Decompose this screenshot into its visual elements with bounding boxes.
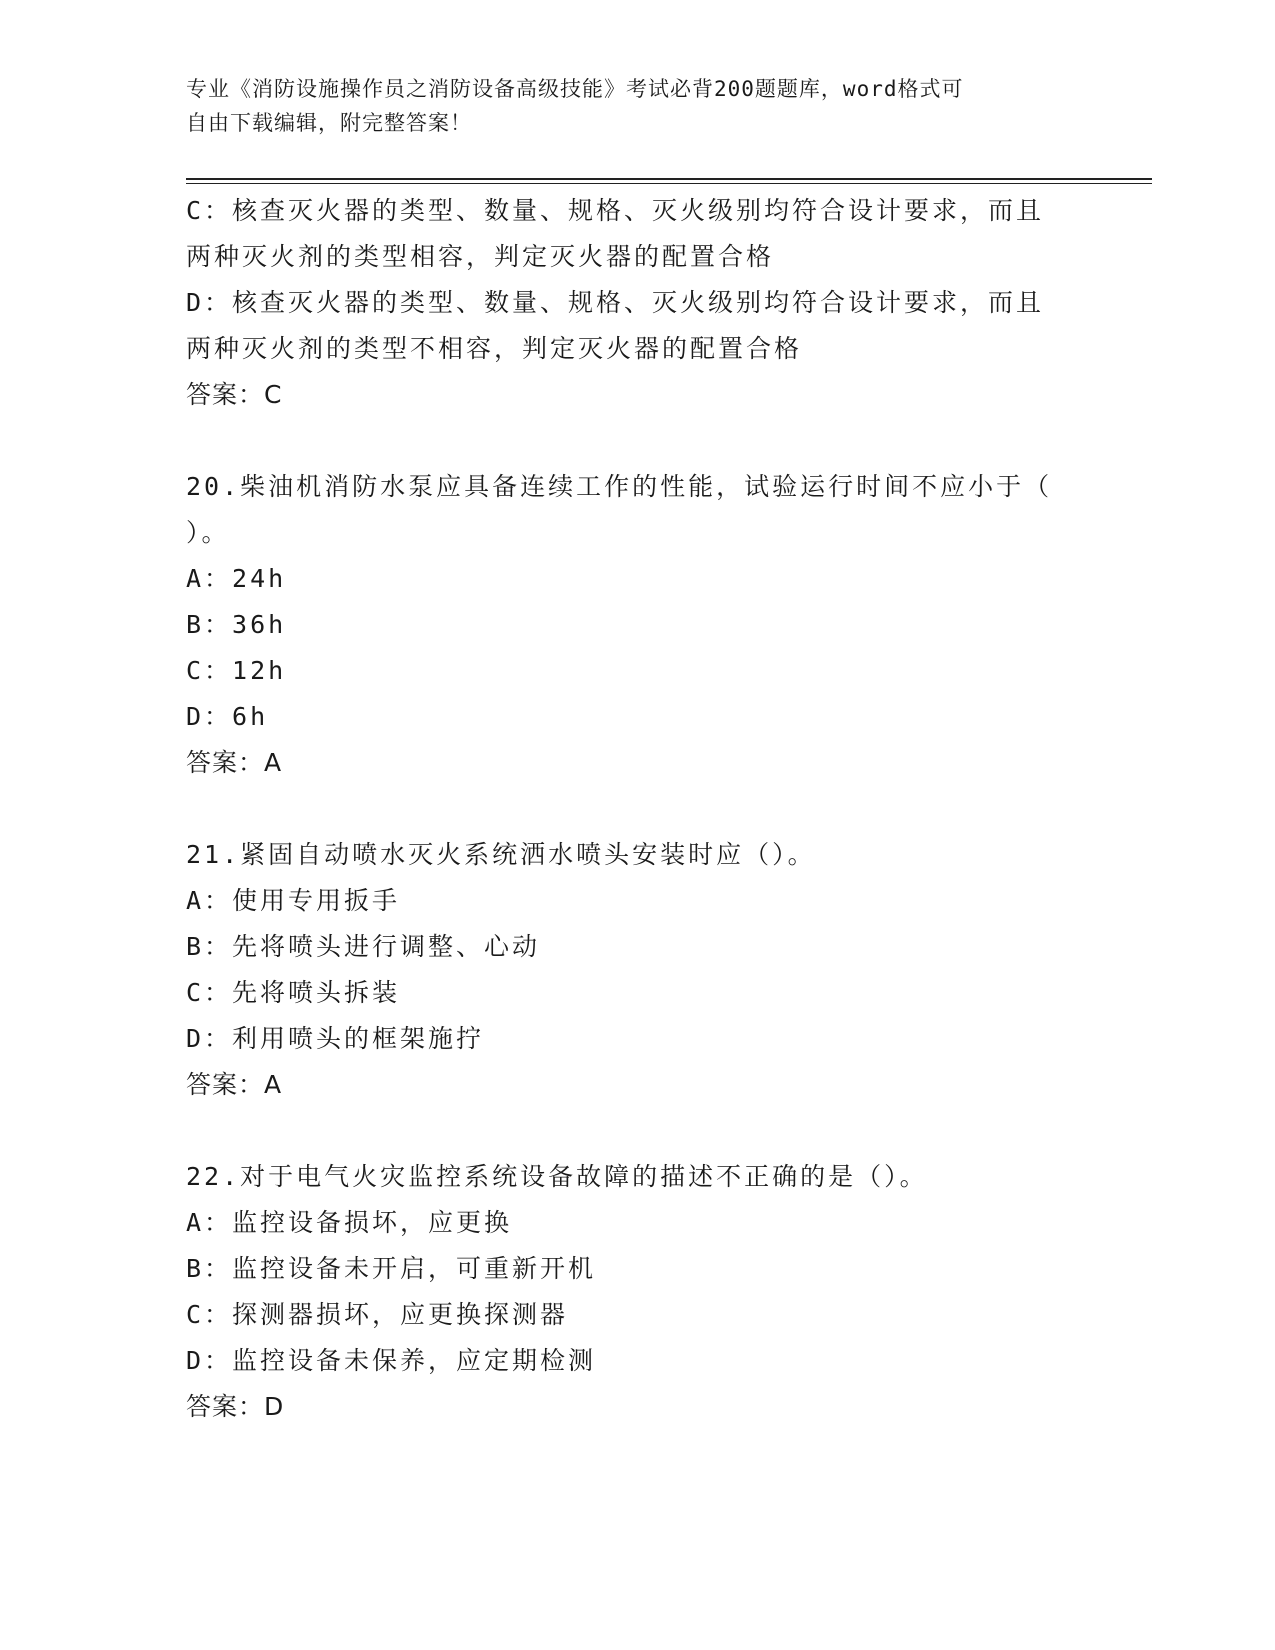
- answer-19: 答案：C: [186, 380, 283, 409]
- spacer: [186, 786, 1086, 832]
- option-b: B：监控设备未开启，可重新开机: [186, 1254, 597, 1283]
- option-d-line-2: 两种灭火剂的类型不相容，判定灭火器的配置合格: [186, 334, 803, 363]
- spacer: [186, 418, 1086, 464]
- question-20: [186, 464, 1086, 786]
- option-c-line-2: 两种灭火剂的类型相容，判定灭火器的配置合格: [186, 242, 775, 271]
- question-20-stem-line-1: 20.柴油机消防水泵应具备连续工作的性能，试验运行时间不应小于（: [186, 472, 1053, 501]
- option-d: D：6h: [186, 702, 269, 731]
- option-d-line-1: D：核查灭火器的类型、数量、规格、灭火级别均符合设计要求，而且: [186, 288, 1045, 317]
- question-content: [186, 188, 1086, 1430]
- option-b: B：36h: [186, 610, 287, 639]
- question-22: [186, 1154, 1086, 1430]
- header-line-1: 专业《消防设施操作员之消防设备高级技能》考试必背200题题库，word格式可: [186, 77, 964, 101]
- option-c: C：探测器损坏，应更换探测器: [186, 1300, 569, 1329]
- answer-21: 答案：A: [186, 1070, 283, 1099]
- question-20-stem-line-2: ）。: [186, 518, 230, 547]
- question-22-stem: 22.对于电气火灾监控系统设备故障的描述不正确的是（）。: [186, 1162, 928, 1191]
- option-a: A：使用专用扳手: [186, 886, 401, 915]
- option-d: D：利用喷头的框架施拧: [186, 1024, 485, 1053]
- option-c: C：先将喷头拆装: [186, 978, 401, 1007]
- spacer: [186, 1108, 1086, 1154]
- header-divider-thin: [186, 183, 1152, 184]
- answer-20: 答案：A: [186, 748, 283, 777]
- question-21: [186, 832, 1086, 1108]
- option-c-line-1: C：核查灭火器的类型、数量、规格、灭火级别均符合设计要求，而且: [186, 196, 1045, 225]
- answer-22: 答案：D: [186, 1392, 285, 1421]
- question-19-continuation: [186, 188, 1086, 418]
- option-b: B：先将喷头进行调整、心动: [186, 932, 541, 961]
- option-a: A：24h: [186, 564, 287, 593]
- document-header: [186, 72, 1066, 140]
- question-21-stem: 21.紧固自动喷水灭火系统洒水喷头安装时应（）。: [186, 840, 816, 869]
- header-divider-thick: [186, 178, 1152, 180]
- option-a: A：监控设备损坏，应更换: [186, 1208, 513, 1237]
- option-d: D：监控设备未保养，应定期检测: [186, 1346, 597, 1375]
- header-line-2: 自由下载编辑，附完整答案！: [186, 111, 472, 135]
- option-c: C：12h: [186, 656, 287, 685]
